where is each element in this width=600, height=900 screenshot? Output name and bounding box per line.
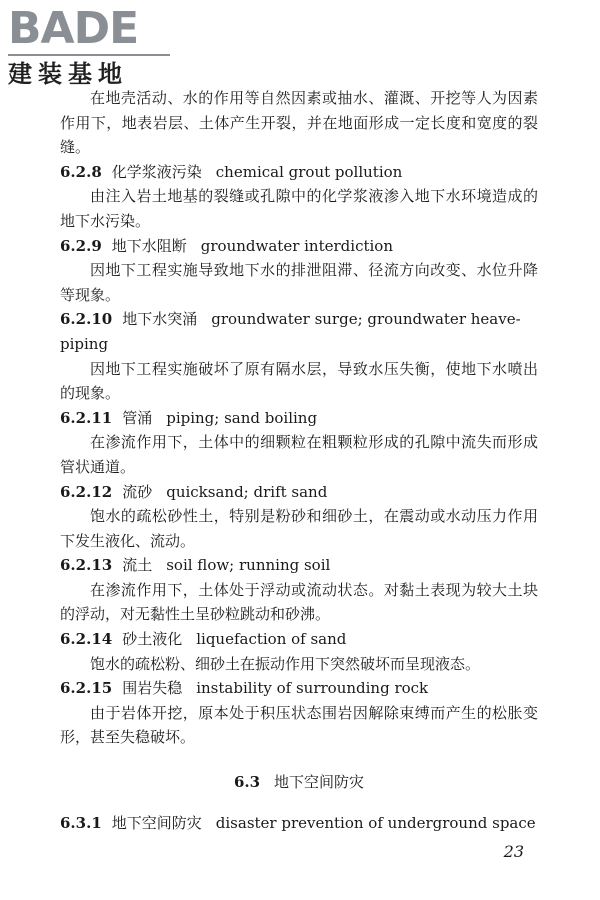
entry-heading — [60, 553, 538, 578]
entry-definition: 饱水的疏松砂性土，特别是粉砂和细砂土，在震动或水动压力作用下发生液化、流动。 — [60, 507, 538, 550]
entry-definition: 在渗流作用下，土体中的细颗粒在粗颗粒形成的孔隙中流失而形成管状通道。 — [60, 433, 538, 476]
glossary-entry-6-3-1 — [60, 811, 538, 836]
glossary-entry-6-2-13 — [60, 553, 538, 627]
entry-english: quicksand; drift sand — [166, 482, 328, 501]
entry-english: liquefaction of sand — [196, 630, 347, 649]
entry-number: 6.2.15 — [60, 679, 113, 698]
entry-english: soil flow; running soil — [166, 556, 331, 575]
entry-heading — [60, 160, 538, 185]
logo-brand-en: BADE — [8, 3, 139, 54]
glossary-entry-6-2-14 — [60, 627, 538, 676]
entry-english: groundwater surge; groundwater heave-piping — [60, 310, 521, 353]
entry-number: 6.2.8 — [60, 162, 102, 181]
entry-english: disaster prevention of underground space — [215, 813, 536, 832]
entry-english: instability of surrounding rock — [196, 679, 429, 698]
entry-heading — [60, 627, 538, 652]
intro-paragraph: 在地壳活动、水的作用等自然因素或抽水、灌溉、开挖等人为因素作用下，地表岩层、土体产生开裂，并在地面形成一定长度和宽度的裂缝。 — [60, 89, 538, 157]
entry-term: 管涌 — [122, 408, 153, 427]
entry-english: piping; sand boiling — [166, 408, 318, 427]
section-number: 6.3 — [233, 773, 261, 792]
logo-divider — [8, 54, 170, 56]
entry-definition: 饱水的疏松粉、细砂土在振动作用下突然破坏而呈现液态。 — [90, 654, 481, 673]
logo-brand-cn: 建装基地 — [8, 60, 128, 88]
page-number: 23 — [503, 842, 524, 861]
glossary-entry-6-2-11 — [60, 406, 538, 480]
section-title: 地下空间防灾 — [274, 773, 365, 792]
entry-term: 地下空间防灾 — [111, 813, 202, 832]
entry-definition: 在渗流作用下，土体处于浮动或流动状态。对黏土表现为较大土块的浮动，对无黏性土呈砂粒跳动和砂沸。 — [60, 580, 538, 624]
entry-number: 6.3.1 — [60, 813, 102, 832]
entry-term: 流土 — [122, 556, 153, 575]
entry-heading — [60, 234, 538, 259]
entry-term: 围岩失稳 — [122, 679, 183, 698]
entry-definition: 由注入岩土地基的裂缝或孔隙中的化学浆液渗入地下水环境造成的地下水污染。 — [60, 187, 538, 230]
entry-number: 6.2.11 — [60, 408, 113, 427]
entry-heading — [60, 406, 538, 431]
entry-heading — [60, 676, 538, 701]
glossary-entry-6-2-9 — [60, 234, 538, 308]
glossary-entry-6-2-8 — [60, 160, 538, 234]
entry-definition: 因地下工程实施导致地下水的排泄阻滞、径流方向改变、水位升降等现象。 — [60, 261, 538, 304]
entry-term: 砂土液化 — [122, 630, 183, 649]
entry-number: 6.2.12 — [60, 482, 113, 501]
entry-definition: 由于岩体开挖，原本处于积压状态围岩因解除束缚而产生的松胀变形，甚至失稳破坏。 — [60, 703, 538, 747]
entry-heading — [60, 480, 538, 505]
entry-term: 地下水阻断 — [111, 236, 187, 255]
entry-term: 化学浆液污染 — [111, 162, 202, 181]
document-body — [60, 86, 538, 835]
entry-term: 流砂 — [122, 482, 153, 501]
entry-number: 6.2.10 — [60, 310, 113, 329]
entry-number: 6.2.14 — [60, 630, 113, 649]
glossary-entry-6-2-10 — [60, 307, 538, 405]
entry-english: groundwater interdiction — [200, 236, 393, 255]
glossary-entry-6-2-12 — [60, 480, 538, 554]
entry-heading — [60, 307, 538, 356]
glossary-entry-6-2-15 — [60, 676, 538, 750]
entry-number: 6.2.9 — [60, 236, 102, 255]
entry-number: 6.2.13 — [60, 556, 113, 575]
bade-logo — [8, 3, 178, 90]
entry-definition: 因地下工程实施破坏了原有隔水层，导致水压失衡，使地下水喷出的现象。 — [60, 359, 538, 403]
section-heading-6-3 — [60, 770, 538, 795]
entry-english: chemical grout pollution — [215, 162, 403, 181]
entry-term: 地下水突涌 — [122, 310, 198, 329]
